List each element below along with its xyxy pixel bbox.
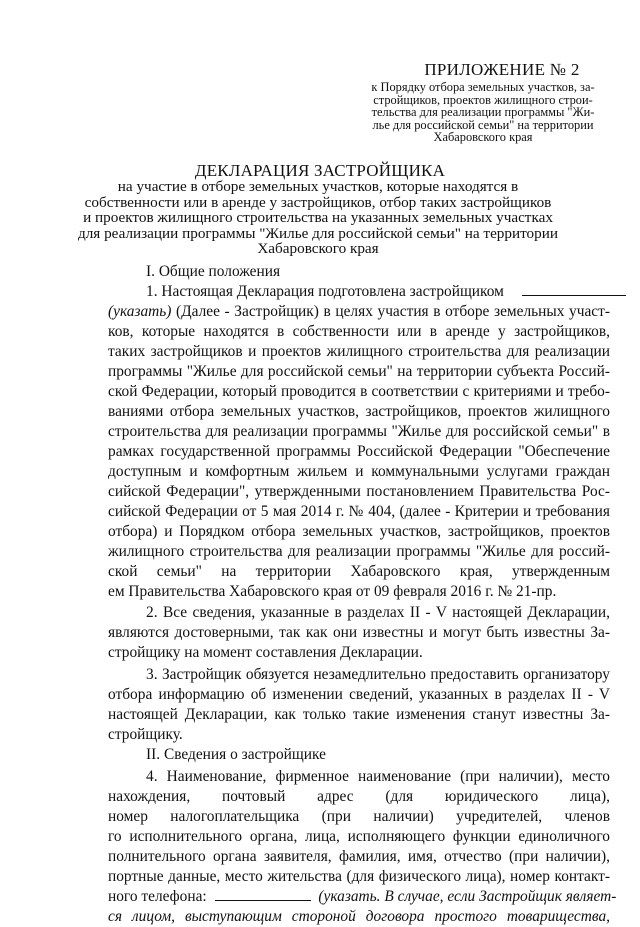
paragraph-2-line: 2. Все сведения, указанные в разделах II - V настоящей Декларации, [146, 604, 610, 621]
appendix-line: стройщиков, проектов жилищного строи- [373, 92, 593, 107]
paragraph-1-line: отбора) и Порядком отбора земельных участков, застройщиков, проектов [108, 523, 610, 540]
declaration-subtitle [0, 179, 640, 257]
appendix-line: тельства для реализации программы "Жи- [371, 105, 595, 119]
paragraph-1-line: таких застройщиков и проектов жилищного строительства для реализации [108, 343, 610, 360]
paragraph-1-line: сийской Федерации", утвержденными постановлением Правительства Рос- [108, 483, 610, 500]
paragraph-4-line: 4. Наименование, фирменное наименование (при наличии), место [146, 768, 610, 785]
paragraph-4-line: нахождения, почтовый адрес (для юридического лица), [108, 788, 610, 805]
paragraph-1-line: программы "Жилье для российской семьи" на территории субъекта Россий- [108, 363, 610, 380]
declaration-subtitle-line: для реализации программы "Жилье для российской семьи" на территории [77, 224, 558, 242]
paragraph-1-line: доступным и комфортным жильем и коммунальными услугами граждан [108, 463, 610, 480]
paragraph-1-line: ской Федерации, который проводится в соответствии с критериями и требо- [108, 383, 610, 400]
paragraph-4-line: портные данные, место жительства (для физического лица), номер контакт- [108, 868, 610, 885]
paragraph-1-line: сийской Федерации от 5 мая 2014 г. № 404, (далее - Критерии и требования [108, 503, 610, 520]
paragraph-2-line: являются достоверными, так как они известны и могут быть известны За- [108, 624, 610, 641]
paragraph-3-line: отбора информацию об изменении сведений, указанных в разделах II - V [108, 686, 610, 703]
developer-name-blank[interactable] [522, 283, 626, 296]
paragraph-4-line: полнительного органа заявителя, фамилия, имя, отчество (при наличии), [108, 848, 610, 865]
phone-label: ного телефона: [108, 888, 207, 905]
paragraph-3-line: 3. Застройщик обязуется незамедлительно предоставить организатору [146, 666, 610, 683]
phone-blank[interactable] [215, 888, 311, 901]
section-heading-general: I. Общие положения [146, 263, 281, 280]
declaration-subtitle-line: Хабаровского края [257, 240, 379, 257]
paragraph-4-line [108, 887, 617, 907]
paragraph-3-line: стройщику. [108, 726, 183, 743]
declaration-subtitle-line: и проектов жилищного строительства на указанных земельных участках [83, 209, 553, 226]
specify-note: (указать) [108, 303, 172, 320]
declaration-subtitle-line: на участие в отборе земельных участков, которые находятся в [117, 178, 519, 195]
appendix-reference [352, 81, 614, 144]
paragraph-1-text: 1. Настоящая Декларация подготовлена застройщиком [146, 283, 504, 300]
declaration-subtitle-line: собственности или в аренде у застройщиков, отбор таких застройщиков [84, 193, 552, 211]
paragraph-1-line [108, 302, 610, 322]
paragraph-1-line: ков, которые находятся в собственности или в аренде у застройщиков, [108, 323, 610, 340]
paragraph-3-line: настоящей Декларации, как только такие изменения станут известны За- [108, 706, 610, 723]
appendix-title: ПРИЛОЖЕНИЕ № 2 [424, 60, 580, 79]
appendix-line: к Порядку отбора земельных участков, за- [371, 80, 595, 94]
paragraph-1-line: рамках государственной программы Российской Федерации "Обеспечение [108, 443, 610, 460]
paragraph-4-line: го исполнительного органа, лица, исполняющего функции единоличного [108, 828, 610, 845]
paragraph-1-line: ской семьи" на территории Хабаровского края, утвержденным [108, 563, 610, 580]
paragraph-2-line: стройщику на момент составления Декларации. [108, 644, 423, 661]
paragraph-4-line: ся лицом, выступающим стороной договора простого товарищества, [108, 908, 610, 925]
paragraph-1-line [146, 282, 626, 302]
paragraph-1-line: ем Правительства Хабаровского края от 09 февраля 2016 г. № 21-пр. [108, 583, 557, 600]
declaration-title: ДЕКЛАРАЦИЯ ЗАСТРОЙЩИКА [194, 161, 446, 180]
appendix-line: Хабаровского края [433, 130, 533, 144]
paragraph-1-line: ваниями отбора земельных участков, застройщиков, проектов жилищного [108, 403, 610, 420]
section-heading-developer: II. Сведения о застройщике [146, 746, 326, 763]
appendix-line: лье для российской семьи" на территории [372, 117, 594, 132]
paragraph-1-line: жилищного строительства для реализации программы "Жилье для россий- [108, 543, 610, 560]
paragraph-1-text: (Далее - Застройщик) в целях участия в отборе земельных участ- [171, 303, 610, 320]
paragraph-1-line: строительства для реализации программы "Жилье для российской семьи" в [108, 423, 610, 440]
specify-note: (указать. В случае, если Застройщик являет- [318, 888, 617, 905]
paragraph-4-line: номер налогоплательщика (при наличии) учредителей, членов [108, 808, 610, 825]
